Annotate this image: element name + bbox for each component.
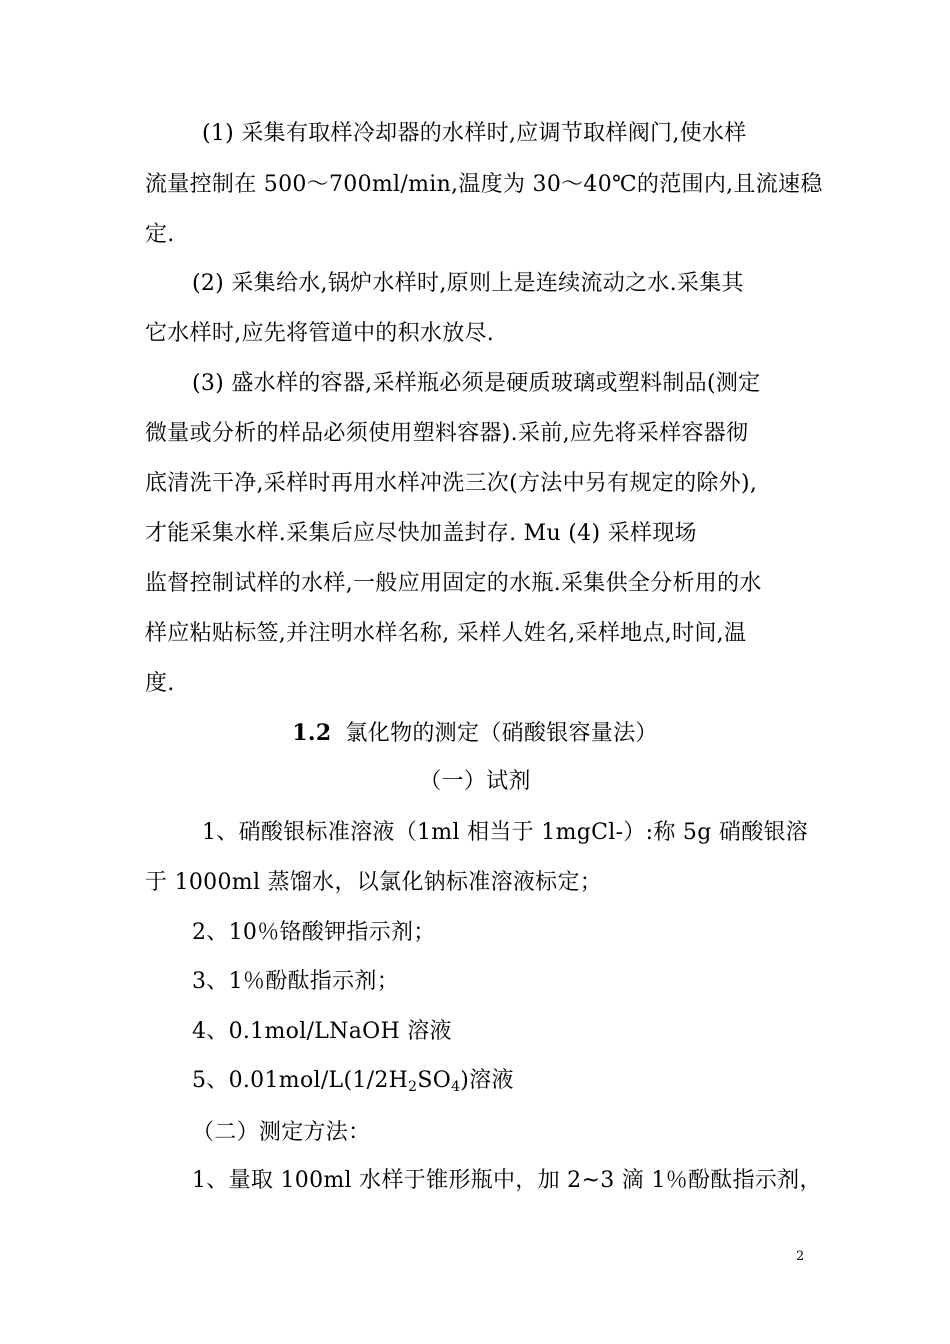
paragraph-3-line-6: 样应粘贴标签,并注明水样名称, 采样人姓名,采样地点,时间,温	[145, 621, 747, 646]
paragraph-3-line-4: 才能采集水样.采集后应尽快加盖封存. Mu (4) 采样现场	[145, 521, 697, 546]
section-title: 氯化物的测定（硝酸银容量法）	[345, 721, 658, 746]
paragraph-3-line-3: 底清洗干净,采样时再用水样冲洗三次(方法中另有规定的除外),	[145, 471, 758, 496]
reagent-1-line-1: 1、硝酸银标准溶液（1ml 相当于 1mgCl-）:称 5g 硝酸银溶	[202, 820, 809, 845]
reagent-1-line-2: 于 1000ml 蒸馏水，以氯化钠标准溶液标定；	[145, 870, 603, 895]
method-heading: （二）测定方法：	[192, 1120, 371, 1145]
paragraph-1-line-2: 流量控制在 500～700ml/min,温度为 30～40℃的范围内,且流速稳	[145, 172, 823, 197]
reagents-heading: （一）试剂	[419, 769, 531, 794]
paragraph-3-line-5: 监督控制试样的水样,一般应用固定的水瓶.采集供全分析用的水	[145, 571, 762, 596]
paragraph-1-line-1: (1) 采集有取样冷却器的水样时,应调节取样阀门,使水样	[202, 121, 747, 146]
page-number: 2	[796, 1249, 805, 1264]
paragraph-3-line-7: 度.	[145, 671, 175, 696]
reagent-5-prefix: 5、0.01mol/L(1/2H	[192, 1068, 409, 1093]
reagent-2: 2、10％铬酸钾指示剂；	[192, 920, 436, 945]
reagent-3: 3、1％酚酞指示剂；	[192, 969, 399, 994]
reagent-5-subscript-1: 2	[408, 1079, 418, 1095]
paragraph-3-line-1: (3) 盛水样的容器,采样瓶必须是硬质玻璃或塑料制品(测定	[192, 371, 761, 396]
reagent-5-mid: SO	[417, 1068, 452, 1093]
paragraph-1-line-3: 定.	[145, 222, 175, 247]
section-number: 1.2	[292, 720, 332, 746]
paragraph-3-line-2: 微量或分析的样品必须使用塑料容器).采前,应先将采样容器彻	[145, 421, 749, 446]
paragraph-2-line-2: 它水样时,应先将管道中的积水放尽.	[145, 321, 495, 346]
section-heading	[0, 718, 950, 749]
reagent-5-subscript-2: 4	[451, 1079, 461, 1095]
paragraph-2-line-1: (2) 采集给水,锅炉水样时,原则上是连续流动之水.采集其	[192, 271, 744, 296]
reagent-5	[192, 1066, 514, 1102]
method-step-1: 1、量取 100ml 水样于锥形瓶中，加 2~3 滴 1％酚酞指示剂，	[192, 1168, 822, 1193]
reagent-5-suffix: )溶液	[460, 1068, 514, 1093]
reagent-4: 4、0.1mol/LNaOH 溶液	[192, 1019, 452, 1044]
